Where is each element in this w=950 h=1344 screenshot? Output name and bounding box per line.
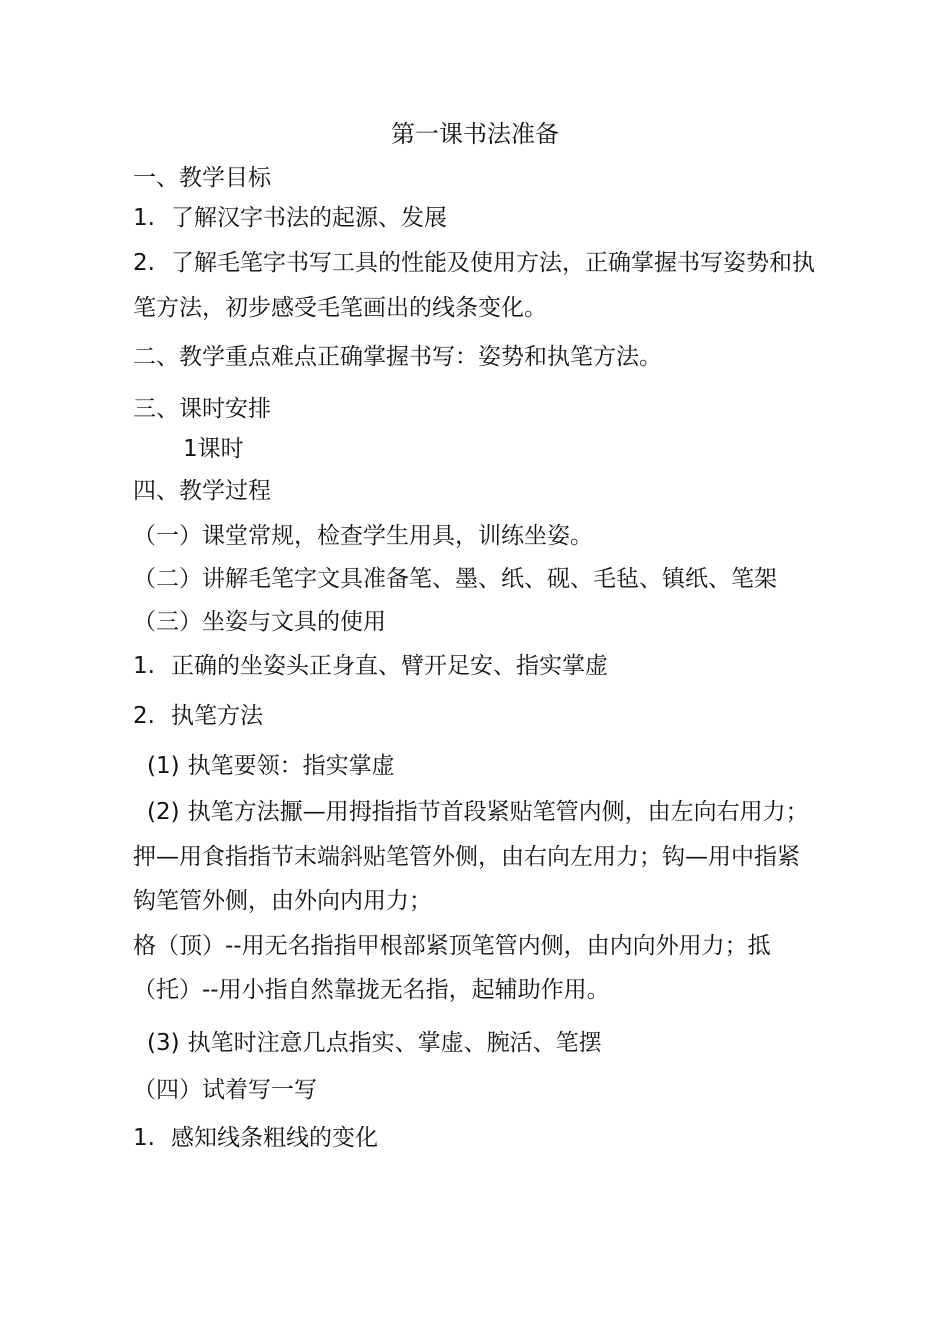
posture-item-1 bbox=[133, 651, 608, 681]
item-text: 了解毛笔字书写工具的性能及使用方法，正确掌握书写姿势和执 bbox=[171, 250, 815, 276]
paragraph-line: 钩笔管外侧，由外向内用力； bbox=[133, 888, 432, 914]
item-number: 2. bbox=[133, 703, 155, 729]
paragraph-line: 笔方法，初步感受毛笔画出的线条变化。 bbox=[133, 295, 547, 321]
document-title: 第一课书法准备 bbox=[391, 120, 559, 148]
item-number: 2. bbox=[133, 250, 155, 276]
process-step-1: （一）课堂常规，检查学生用具，训练坐姿。 bbox=[133, 523, 593, 549]
item-number: 1. bbox=[133, 653, 155, 679]
item-text: 执笔时注意几点指实、掌虚、腕活、笔摆 bbox=[187, 1030, 602, 1056]
schedule-value: 1课时 bbox=[183, 436, 244, 462]
section-heading-schedule: 三、课时安排 bbox=[133, 396, 271, 422]
process-step-2: （二）讲解毛笔字文具准备笔、墨、纸、砚、毛毡、镇纸、笔架 bbox=[133, 566, 777, 592]
posture-item-2 bbox=[133, 701, 263, 731]
item-text: 正确的坐姿头正身直、臂开足安、指实掌虚 bbox=[171, 653, 608, 679]
sub-item-2 bbox=[147, 797, 809, 827]
item-number: (3) bbox=[147, 1030, 180, 1056]
practice-item-1 bbox=[133, 1123, 378, 1153]
item-text: 感知线条粗线的变化 bbox=[171, 1125, 378, 1151]
paragraph-line: 格（顶）--用无名指指甲根部紧顶笔管内侧，由内向外用力；抵 bbox=[133, 933, 771, 959]
item-number: 1. bbox=[133, 205, 155, 231]
item-text: 执笔方法擫—用拇指指节首段紧贴笔管内侧，由左向右用力； bbox=[187, 799, 809, 825]
goal-item-2 bbox=[133, 248, 815, 278]
item-text: 执笔方法 bbox=[171, 703, 263, 729]
sub-item-3 bbox=[147, 1028, 602, 1058]
item-number: 1. bbox=[133, 1125, 155, 1151]
item-number: (1) bbox=[147, 753, 180, 779]
section-heading-process: 四、教学过程 bbox=[133, 478, 271, 504]
goal-item-1 bbox=[133, 203, 447, 233]
section-heading-key-points: 二、教学重点难点正确掌握书写：姿势和执笔方法。 bbox=[133, 344, 662, 370]
paragraph-line: （托）--用小指自然靠拢无名指，起辅助作用。 bbox=[133, 977, 610, 1003]
item-text: 执笔要领：指实掌虚 bbox=[187, 753, 395, 779]
process-step-3: （三）坐姿与文具的使用 bbox=[133, 609, 386, 635]
sub-item-1 bbox=[147, 751, 395, 781]
item-number: (2) bbox=[147, 799, 180, 825]
paragraph-line: 押—用食指指节末端斜贴笔管外侧，由右向左用力；钩—用中指紧 bbox=[133, 844, 800, 870]
process-step-4: （四）试着写一写 bbox=[133, 1077, 317, 1103]
item-text: 了解汉字书法的起源、发展 bbox=[171, 205, 447, 231]
section-heading-teaching-goals: 一、教学目标 bbox=[133, 165, 271, 191]
